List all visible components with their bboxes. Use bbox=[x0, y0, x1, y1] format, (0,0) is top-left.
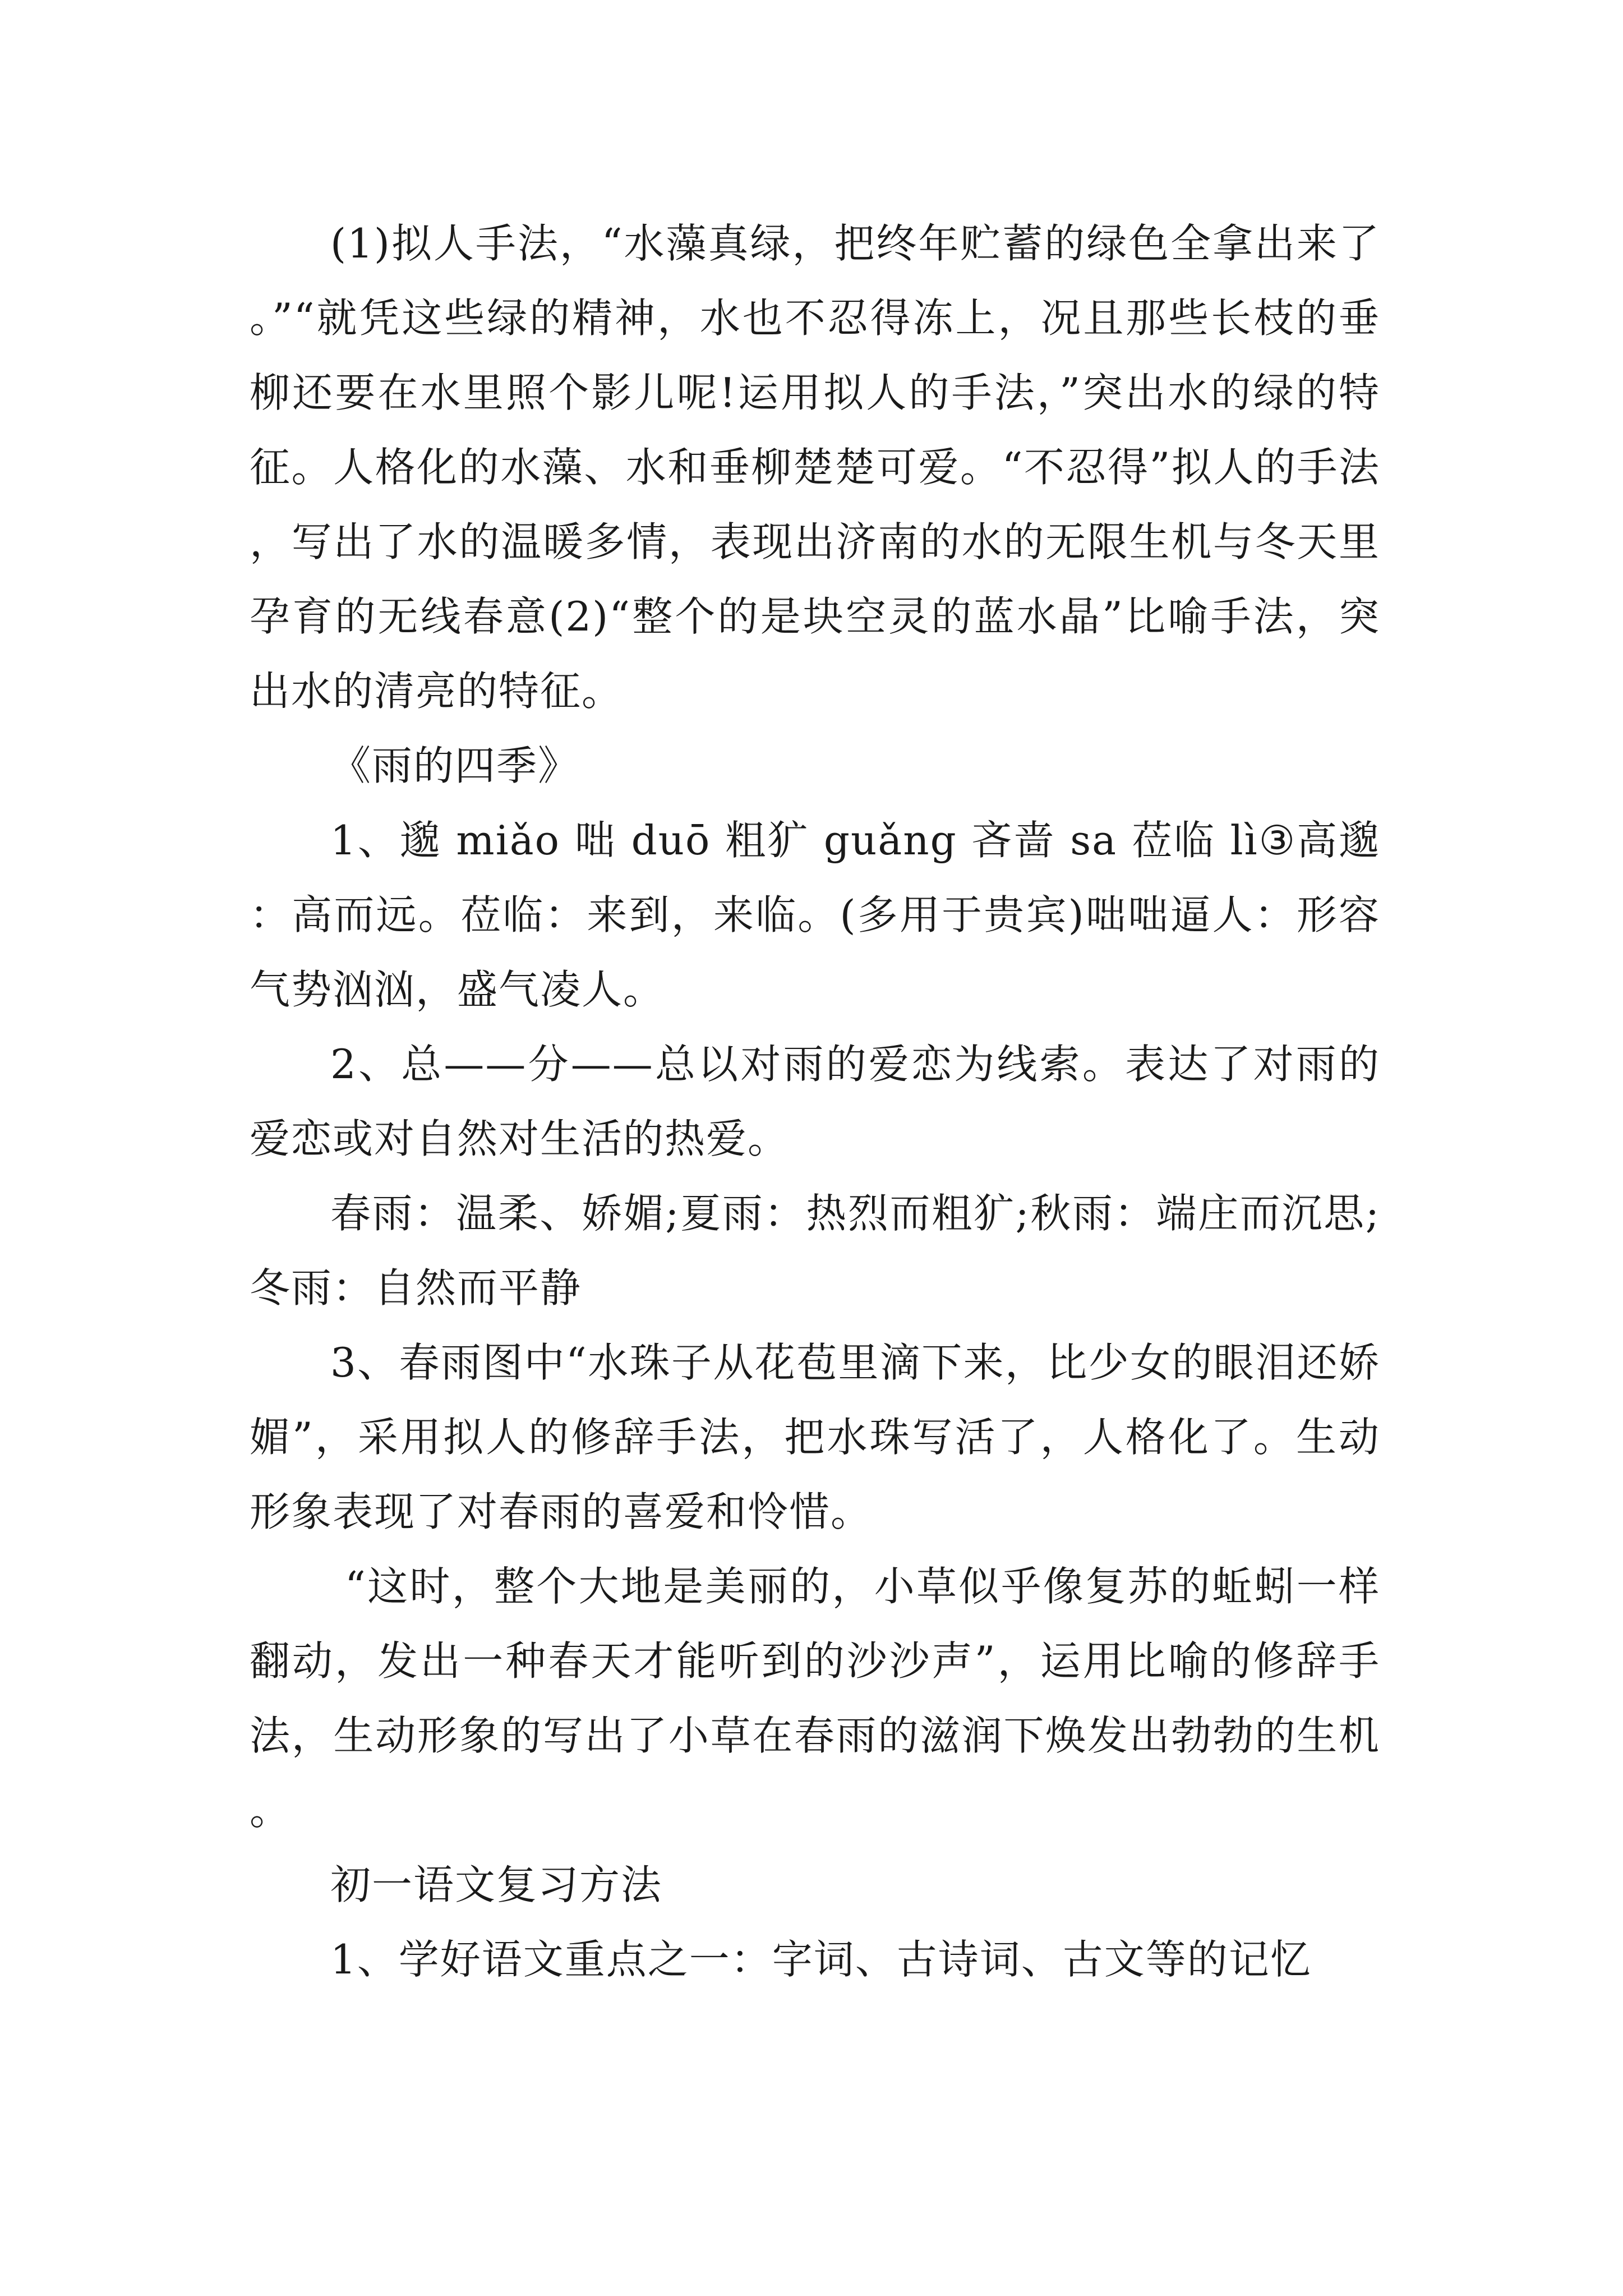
paragraph-review-point-one: 1、学好语文重点之一：字词、古诗词、古文等的记忆 bbox=[330, 1936, 1312, 1983]
paragraph-four-seasons-rain: 春雨：温柔、娇媚;夏雨：热烈而粗犷;秋雨：端庄而沉思;冬雨：自然而平静 bbox=[250, 1190, 1380, 1312]
section-heading-rain-four-seasons: 《雨的四季》 bbox=[330, 742, 580, 789]
paragraph-structure: 2、总——分——总以对雨的爱恋为线索。表达了对雨的爱恋或对自然对生活的热爱。 bbox=[250, 1041, 1380, 1162]
paragraph-grass-metaphor: “这时，整个大地是美丽的，小草似乎像复苏的蚯蚓一样翻动，发出一种春天才能听到的沙沙声”，运用比喻的修辞手法，生动形象的写出了小草在春雨的滋润下焕发出勃勃的生机。 bbox=[250, 1563, 1380, 1834]
document-body bbox=[250, 206, 1380, 1997]
paragraph-vocabulary: 1、邈 miǎo 咄 duō 粗犷 guǎng 吝啬 sa 莅临 lì③高邈：高而远。莅临：来到，来临。(多用于贵宾)咄咄逼人：形容气势汹汹，盛气凌人。 bbox=[250, 817, 1380, 1013]
section-heading-review-methods: 初一语文复习方法 bbox=[330, 1861, 663, 1908]
paragraph-personification-analysis: (1)拟人手法，“水藻真绿，把终年贮蓄的绿色全拿出来了。”“就凭这些绿的精神，水也不忍得冻上，况且那些长枝的垂柳还要在水里照个影儿呢!运用拟人的手法，”突出水的绿的特征。人格化的水藻、水和垂柳楚楚可爱。“不忍得”拟人的手法，写出了水的温暖多情，表现出济南的水的无限生机与冬天里孕育的无线春意(2)“整个的是块空灵的蓝水晶”比喻手法，突出水的清亮的特征。 bbox=[250, 220, 1380, 715]
paragraph-spring-rain-analysis: 3、春雨图中“水珠子从花苞里滴下来，比少女的眼泪还娇媚”，采用拟人的修辞手法，把水珠写活了，人格化了。生动形象表现了对春雨的喜爱和怜惜。 bbox=[250, 1339, 1380, 1535]
